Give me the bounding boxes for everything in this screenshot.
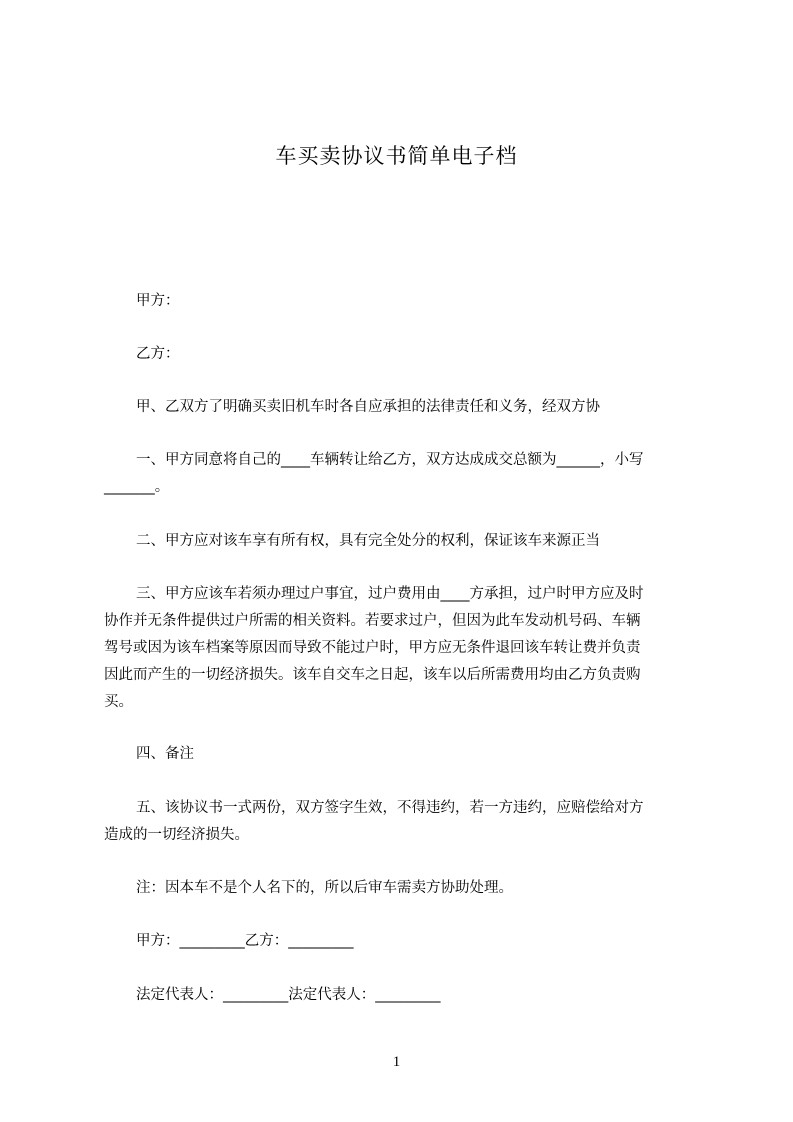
signature-parties: 甲方：_________乙方：_________ [136, 933, 354, 949]
clause-1-line-1: 一、甲方同意将自己的____车辆转让给乙方，双方达成成交总额为______，小写 [136, 452, 644, 468]
clause-3-line-1: 三、甲方应该车若须办理过户事宜，过户费用由____方承担，过户时甲方应及时 [136, 586, 644, 602]
clause-4: 四、备注 [136, 746, 194, 762]
intro-paragraph: 甲、乙双方了明确买卖旧机车时各自应承担的法律责任和义务，经双方协 [136, 399, 600, 415]
clause-3-line-4: 因此而产生的一切经济损失。该车自交车之日起，该车以后所需费用均由乙方负责购 [104, 667, 641, 683]
clause-3-line-2: 协作并无条件提供过户所需的相关资料。若要求过户，但因为此车发动机号码、车辆 [104, 613, 641, 629]
signature-representatives: 法定代表人：_________法定代表人：_________ [136, 987, 441, 1003]
clause-5-line-2: 造成的一切经济损失。 [104, 827, 249, 843]
document-title: 车买卖协议书简单电子档 [275, 144, 518, 168]
party-b-label: 乙方： [136, 346, 180, 362]
clause-3-line-5: 买。 [104, 694, 133, 710]
clause-3-line-3: 驾号或因为该车档案等原因而导致不能过户时，甲方应无条件退回该车转让费并负责 [104, 640, 641, 656]
clause-5-line-1: 五、该协议书一式两份，双方签字生效，不得违约，若一方违约，应赔偿给对方 [136, 800, 644, 816]
party-a-label: 甲方： [136, 293, 180, 309]
clause-1-line-2: _______。 [104, 479, 170, 495]
page-number: 1 [392, 1054, 401, 1070]
note: 注：因本车不是个人名下的，所以后审车需卖方协助处理。 [136, 880, 513, 896]
clause-2: 二、甲方应对该车享有所有权，具有完全处分的权利，保证该车来源正当 [136, 533, 600, 549]
